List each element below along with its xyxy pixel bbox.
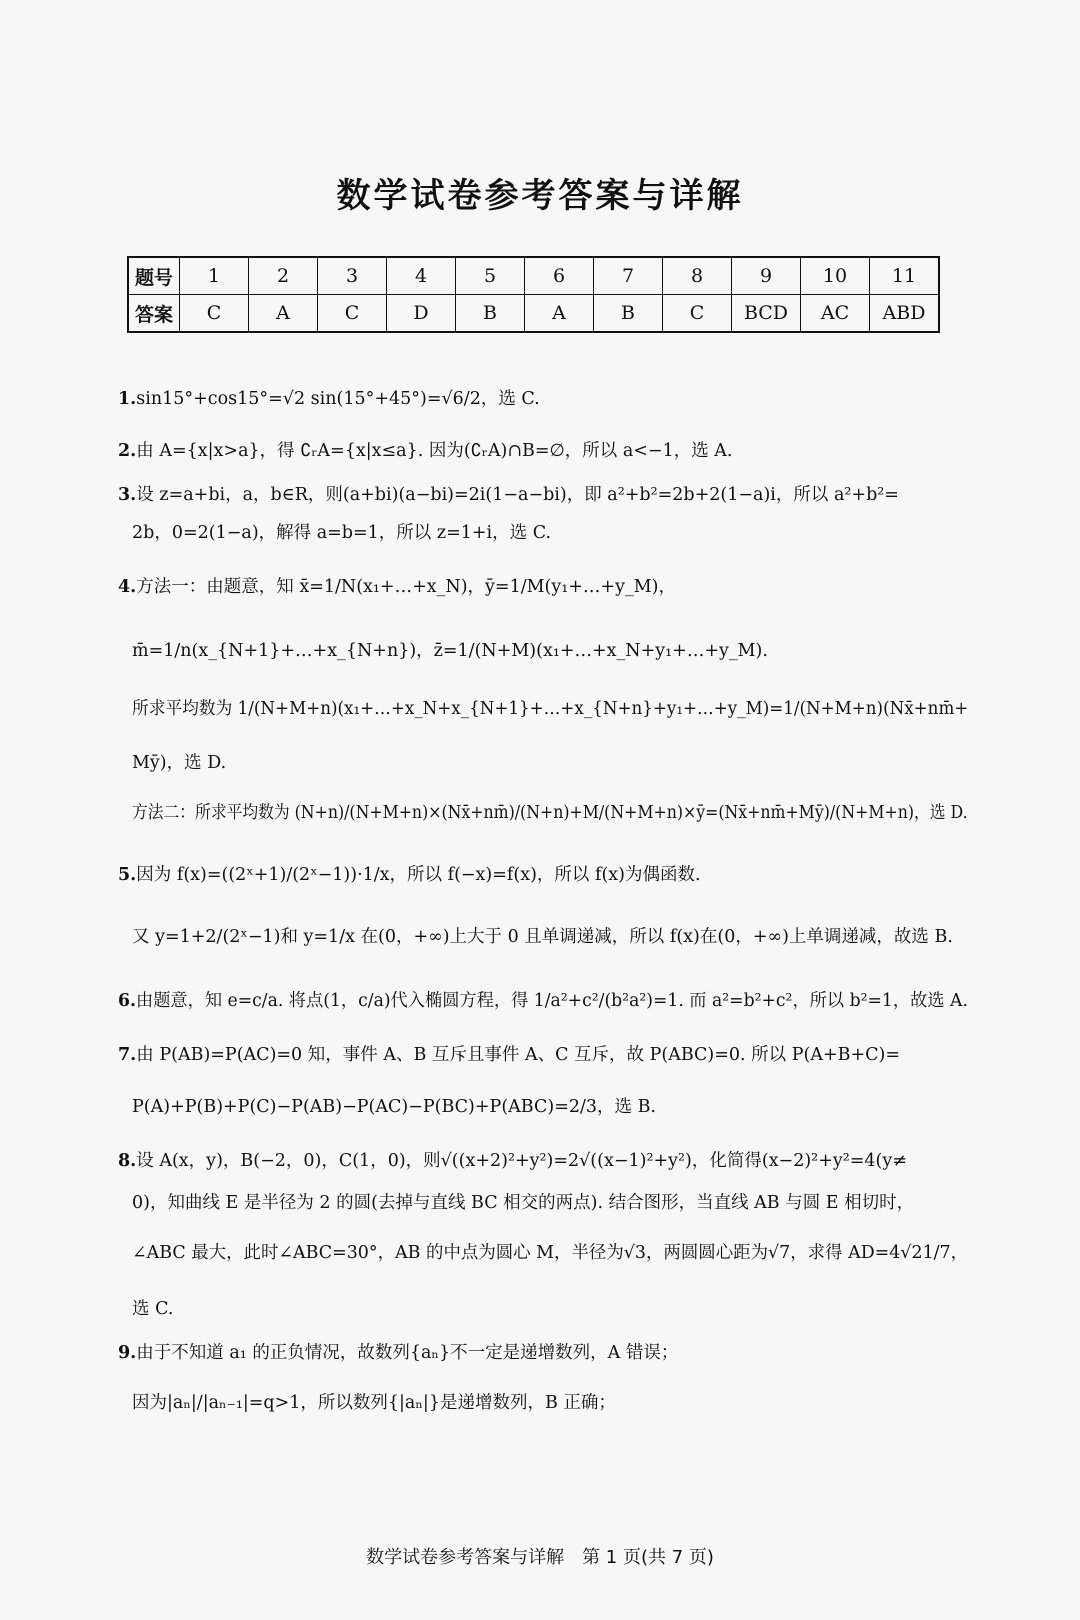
solution-line [132,749,226,774]
solution-number: 3. [118,485,137,505]
question-number: 4 [387,257,456,295]
row-label-answer: 答案 [128,295,180,333]
question-number: 5 [456,257,525,295]
solution-line [132,923,953,948]
solution-line [118,481,899,506]
solution-text: 因为 f(x)=((2ˣ+1)/(2ˣ−1))·1/x，所以 f(−x)=f(x)，所以 f(x)为偶函数. [136,865,701,885]
solution-text: 方法一：由题意，知 x̄=1/N(x₁+…+x_N)，ȳ=1/M(y₁+…+y_M)， [136,577,676,597]
solution-number: 6. [118,991,136,1011]
answer-cell: A [525,295,594,333]
solution-line [118,385,540,410]
answer-cell: B [594,295,663,333]
solution-line [132,1295,173,1320]
page-title: 数学试卷参考答案与详解 [336,176,744,216]
solution-number: 2. [118,441,137,461]
solution-line [118,987,968,1012]
solution-text: ∠ABC 最大，此时∠ABC=30°，AB 的中点为圆心 M，半径为√3，两圆圆心距为√7，求得 AD=4√21/7， [132,1243,969,1263]
answer-table-row-numbers [128,257,939,295]
solution-line [132,1389,616,1414]
solution-text: 所求平均数为 1/(N+M+n)(x₁+…+x_N+x_{N+1}+…+x_{N+n}+y₁+…+y_M)=1/(N+M+n)(Nx̄+nm̄+ [132,699,969,719]
solution-text: 2b，0=2(1−a)，解得 a=b=1，所以 z=1+i，选 C. [132,523,552,543]
solution-number: 4. [118,577,137,597]
solution-number: 1. [118,389,137,409]
question-number: 3 [318,257,387,295]
solution-text: 由于不知道 a₁ 的正负情况，故数列{aₙ}不一定是递增数列，A 错误； [136,1343,679,1363]
solution-line [118,1041,900,1066]
solution-text: P(A)+P(B)+P(C)−P(AB)−P(AC)−P(BC)+P(ABC)=2/3，选 B. [132,1097,657,1117]
answer-cell: A [249,295,318,333]
solution-number: 7. [118,1045,137,1065]
answer-table [127,256,940,333]
solution-line [118,861,701,886]
answer-cell: BCD [732,295,801,333]
solution-line [118,1339,678,1364]
solution-line [132,799,968,824]
solution-line [132,519,551,544]
solution-line [118,1147,907,1172]
answer-cell: C [180,295,249,333]
solution-number: 8. [118,1151,137,1171]
question-number: 8 [663,257,732,295]
solution-line [132,695,968,720]
solution-text: Mȳ)，选 D. [132,753,227,773]
solution-text: 由题意，知 e=c/a. 将点(1，c/a)代入椭圆方程，得 1/a²+c²/(b²a²)=1. 而 a²=b²+c²，所以 b²=1，故选 A. [135,991,968,1011]
answer-table-row-answers [128,295,939,333]
solution-number: 5. [118,865,137,885]
solution-text: 由 A={x|x>a}，得 ∁ᵣA={x|x≤a}. 因为(∁ᵣA)∩B=∅，所以 a<−1，选 A. [136,441,733,461]
row-label-number: 题号 [128,257,180,295]
solution-text: 设 z=a+bi，a，b∈R，则(a+bi)(a−bi)=2i(1−a−bi)，即 a²+b²=2b+2(1−a)i，所以 a²+b²= [136,485,899,505]
solution-text: sin15°+cos15°=√2 sin(15°+45°)=√6/2，选 C. [136,389,540,409]
solution-text: 因为|aₙ|/|aₙ₋₁|=q>1，所以数列{|aₙ|}是递增数列，B 正确； [132,1393,616,1413]
answer-cell: C [318,295,387,333]
question-number: 10 [801,257,870,295]
solution-text: 又 y=1+2/(2ˣ−1)和 y=1/x 在(0，+∞)上大于 0 且单调递减，所以 f(x)在(0，+∞)上单调递减，故选 B. [132,927,953,947]
question-number: 7 [594,257,663,295]
answer-cell: C [663,295,732,333]
question-number: 2 [249,257,318,295]
question-number: 9 [732,257,801,295]
question-number: 11 [870,257,940,295]
solution-line [132,637,768,662]
solution-text: m̄=1/n(x_{N+1}+…+x_{N+n})，z̄=1/(N+M)(x₁+…+x_N+y₁+…+y_M). [132,641,768,661]
solution-text: 0)，知曲线 E 是半径为 2 的圆(去掉与直线 BC 相交的两点). 结合图形，当直线 AB 与圆 E 相切时， [132,1193,915,1213]
answer-cell: AC [801,295,870,333]
solution-text: 选 C. [132,1299,174,1319]
solution-number: 9. [118,1343,137,1363]
question-number: 6 [525,257,594,295]
solution-line [118,437,733,462]
solution-line [132,1093,656,1118]
solution-text: 由 P(AB)=P(AC)=0 知，事件 A、B 互斥且事件 A、C 互斥，故 P(ABC)=0. 所以 P(A+B+C)= [136,1045,901,1065]
answer-cell: D [387,295,456,333]
solution-text: 方法二：所求平均数为 (N+n)/(N+M+n)×(Nx̄+nm̄)/(N+n)+M/(N+M+n)×ȳ=(Nx̄+nm̄+Mȳ)/(N+M+n)，选 D. [132,803,968,823]
solution-line [132,1239,968,1264]
solution-text: 设 A(x，y)，B(−2，0)，C(1，0)，则√((x+2)²+y²)=2√((x−1)²+y²)，化简得(x−2)²+y²=4(y≠ [136,1151,907,1171]
solution-line [132,1189,914,1214]
solution-line [118,573,676,598]
page-footer: 数学试卷参考答案与详解 第 1 页(共 7 页) [366,1547,714,1568]
question-number: 1 [180,257,249,295]
answer-cell: B [456,295,525,333]
answer-cell: ABD [870,295,940,333]
